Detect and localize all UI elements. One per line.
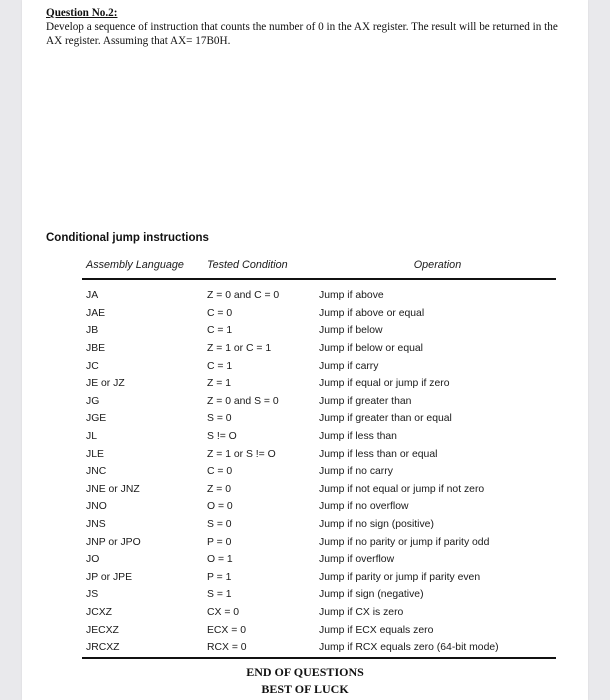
cell-operation: Jump if above or equal bbox=[319, 307, 425, 319]
question-text: Develop a sequence of instruction that counts the number of 0 in the AX register. The result will be returned in the AX register. Assuming that AX= 17B0H. bbox=[46, 21, 558, 47]
cell-condition: Z = 0 bbox=[207, 483, 231, 495]
cell-operation: Jump if no carry bbox=[319, 466, 393, 478]
cell-condition: C = 0 bbox=[207, 307, 233, 319]
cell-instruction: JC bbox=[86, 360, 99, 372]
table-row bbox=[82, 481, 556, 499]
cell-operation: Jump if not equal or jump if not zero bbox=[319, 483, 485, 495]
cell-condition: Z = 0 and C = 0 bbox=[207, 290, 280, 302]
cell-instruction: JCXZ bbox=[86, 606, 112, 618]
cell-operation: Jump if less than bbox=[319, 431, 397, 443]
cell-instruction: JB bbox=[86, 325, 99, 337]
footer-best-of-luck: BEST OF LUCK bbox=[261, 682, 349, 696]
cell-condition: Z = 1 or S != O bbox=[207, 448, 276, 460]
cell-operation: Jump if less than or equal bbox=[319, 448, 438, 460]
cell-instruction: JP or JPE bbox=[86, 571, 133, 583]
table-row bbox=[82, 516, 556, 534]
header-tested-condition: Tested Condition bbox=[207, 259, 288, 271]
table-row bbox=[82, 357, 556, 375]
table-row bbox=[82, 604, 556, 622]
document-page bbox=[22, 0, 588, 700]
cell-instruction: JE or JZ bbox=[86, 378, 125, 390]
cell-condition: C = 0 bbox=[207, 466, 233, 478]
cell-instruction: JG bbox=[86, 395, 100, 407]
table-row bbox=[82, 305, 556, 323]
cell-condition: P = 1 bbox=[207, 571, 232, 583]
cell-instruction: JS bbox=[86, 589, 99, 601]
cell-condition: O = 1 bbox=[207, 554, 233, 566]
table-bottom-rule bbox=[82, 657, 556, 659]
cell-condition: Z = 1 bbox=[207, 378, 231, 390]
cell-condition: C = 1 bbox=[207, 325, 233, 337]
cell-condition: Z = 0 and S = 0 bbox=[207, 395, 279, 407]
cell-condition: S = 0 bbox=[207, 413, 232, 425]
table-row bbox=[82, 498, 556, 516]
cell-condition: Z = 1 or C = 1 bbox=[207, 343, 272, 355]
cell-operation: Jump if no sign (positive) bbox=[319, 519, 434, 531]
cell-condition: S = 1 bbox=[207, 589, 232, 601]
cell-condition: S = 0 bbox=[207, 519, 232, 531]
cell-operation: Jump if greater than or equal bbox=[319, 413, 452, 425]
cell-instruction: JNS bbox=[86, 519, 106, 531]
table-row bbox=[82, 322, 556, 340]
table-row bbox=[82, 340, 556, 358]
header-operation: Operation bbox=[413, 259, 462, 271]
table-row bbox=[82, 393, 556, 411]
cell-operation: Jump if below bbox=[319, 325, 383, 337]
cell-operation: Jump if equal or jump if zero bbox=[319, 378, 450, 390]
table-row bbox=[82, 586, 556, 604]
cell-instruction: JECXZ bbox=[86, 624, 119, 636]
cell-condition: O = 0 bbox=[207, 501, 233, 513]
cell-condition: CX = 0 bbox=[207, 606, 240, 618]
cell-operation: Jump if no overflow bbox=[319, 501, 409, 513]
table-header bbox=[82, 252, 556, 280]
section-title: Conditional jump instructions bbox=[46, 232, 209, 244]
cell-operation: Jump if greater than bbox=[319, 395, 412, 407]
cell-operation: Jump if carry bbox=[319, 360, 379, 372]
cell-operation: Jump if RCX equals zero (64-bit mode) bbox=[319, 642, 499, 654]
conditional-jump-table bbox=[82, 252, 556, 659]
cell-instruction: JRCXZ bbox=[86, 642, 120, 654]
cell-operation: Jump if below or equal bbox=[319, 343, 423, 355]
table-row bbox=[82, 445, 556, 463]
cell-instruction: JGE bbox=[86, 413, 107, 425]
cell-instruction: JA bbox=[86, 290, 99, 302]
cell-condition: S != O bbox=[207, 431, 237, 443]
cell-condition: ECX = 0 bbox=[207, 624, 246, 636]
cell-instruction: JL bbox=[86, 431, 97, 443]
table-row bbox=[82, 287, 556, 305]
cell-instruction: JLE bbox=[86, 448, 104, 460]
question-title: Question No.2: bbox=[46, 7, 118, 19]
table-row bbox=[82, 533, 556, 551]
cell-operation: Jump if overflow bbox=[319, 554, 395, 566]
table-row bbox=[82, 639, 556, 657]
cell-instruction: JAE bbox=[86, 307, 106, 319]
question-block bbox=[46, 6, 576, 48]
table-row bbox=[82, 463, 556, 481]
table-row bbox=[82, 569, 556, 587]
cell-instruction: JNO bbox=[86, 501, 107, 513]
cell-condition: P = 0 bbox=[207, 536, 232, 548]
cell-condition: RCX = 0 bbox=[207, 642, 247, 654]
cell-instruction: JNC bbox=[86, 466, 107, 478]
table-body bbox=[82, 280, 556, 656]
cell-operation: Jump if ECX equals zero bbox=[319, 624, 434, 636]
table-row bbox=[82, 621, 556, 639]
table-row bbox=[82, 375, 556, 393]
cell-instruction: JNP or JPO bbox=[86, 536, 141, 548]
table-row bbox=[82, 551, 556, 569]
table-row bbox=[82, 428, 556, 446]
cell-instruction: JNE or JNZ bbox=[86, 483, 140, 495]
cell-operation: Jump if above bbox=[319, 290, 384, 302]
cell-instruction: JBE bbox=[86, 343, 106, 355]
cell-operation: Jump if CX is zero bbox=[319, 606, 404, 618]
cell-instruction: JO bbox=[86, 554, 100, 566]
cell-condition: C = 1 bbox=[207, 360, 233, 372]
table-row bbox=[82, 410, 556, 428]
cell-operation: Jump if no parity or jump if parity odd bbox=[319, 536, 490, 548]
footer-end-of-questions: END OF QUESTIONS bbox=[246, 665, 364, 679]
cell-operation: Jump if sign (negative) bbox=[319, 589, 424, 601]
header-assembly-language: Assembly Language bbox=[86, 259, 184, 271]
cell-operation: Jump if parity or jump if parity even bbox=[319, 571, 481, 583]
